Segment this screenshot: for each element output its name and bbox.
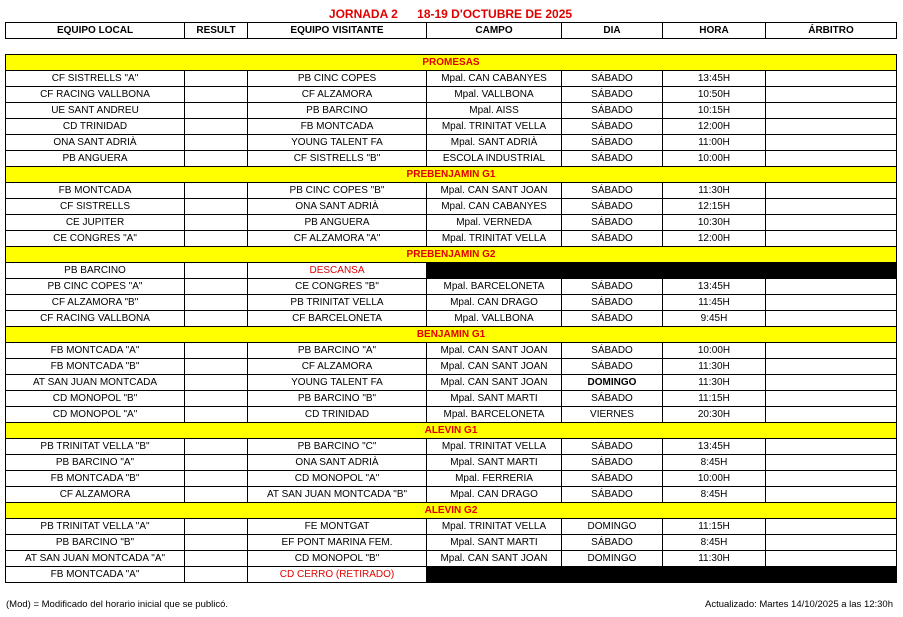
day-cell: SÁBADO (562, 455, 663, 471)
match-row (6, 391, 897, 407)
day-cell: SÁBADO (562, 311, 663, 327)
time-cell: 13:45H (663, 279, 766, 295)
visitor-team: AT SAN JUAN MONTCADA "B" (248, 487, 427, 503)
visitor-team: PB BARCINO "C" (248, 439, 427, 455)
day-cell: VIERNES (562, 407, 663, 423)
field-cell: Mpal. SANT MARTI (427, 535, 562, 551)
local-team: PB BARCINO "A" (6, 455, 185, 471)
result-cell (185, 551, 248, 567)
header-visitor: EQUIPO VISITANTE (248, 23, 427, 39)
time-cell: 10:50H (663, 87, 766, 103)
result-cell (185, 295, 248, 311)
referee-cell (766, 455, 897, 471)
match-row (6, 119, 897, 135)
field-cell: Mpal. TRINITAT VELLA (427, 119, 562, 135)
result-cell (185, 455, 248, 471)
visitor-team: CF BARCELONETA (248, 311, 427, 327)
visitor-team: CF SISTRELLS "B" (248, 151, 427, 167)
result-cell (185, 359, 248, 375)
day-cell: SÁBADO (562, 87, 663, 103)
match-row (6, 71, 897, 87)
time-cell: 11:30H (663, 183, 766, 199)
referee-cell (766, 151, 897, 167)
result-cell (185, 439, 248, 455)
referee-cell (766, 343, 897, 359)
field-cell: Mpal. SANT MARTI (427, 455, 562, 471)
day-cell: SÁBADO (562, 439, 663, 455)
field-cell: Mpal. CAN SANT JOAN (427, 359, 562, 375)
local-team: CF RACING VALLBONA (6, 311, 185, 327)
field-cell: Mpal. CAN SANT JOAN (427, 375, 562, 391)
match-row (6, 407, 897, 423)
field-cell: Mpal. FERRERIA (427, 471, 562, 487)
field-cell: Mpal. CAN DRAGO (427, 487, 562, 503)
time-cell: 11:45H (663, 295, 766, 311)
result-cell (185, 471, 248, 487)
visitor-team: PB CINC COPES "B" (248, 183, 427, 199)
visitor-team: FB MONTCADA (248, 119, 427, 135)
match-row (6, 343, 897, 359)
header-time: HORA (663, 23, 766, 39)
local-team: CF ALZAMORA "B" (6, 295, 185, 311)
visitor-team: YOUNG TALENT FA (248, 135, 427, 151)
section-row (6, 327, 897, 343)
field-cell: Mpal. CAN SANT JOAN (427, 551, 562, 567)
referee-cell (766, 135, 897, 151)
local-team: CF SISTRELLS (6, 199, 185, 215)
match-row (6, 311, 897, 327)
page-title (5, 6, 896, 22)
visitor-team: FE MONTGAT (248, 519, 427, 535)
local-team: CF SISTRELLS "A" (6, 71, 185, 87)
result-cell (185, 343, 248, 359)
referee-cell (766, 407, 897, 423)
referee-cell (766, 487, 897, 503)
field-cell: Mpal. AISS (427, 103, 562, 119)
field-cell: Mpal. SANT MARTI (427, 391, 562, 407)
referee-cell (766, 471, 897, 487)
section-title: ALEVIN G2 (6, 503, 897, 519)
day-cell: SÁBADO (562, 119, 663, 135)
referee-cell (766, 87, 897, 103)
local-team: ONA SANT ADRIÀ (6, 135, 185, 151)
section-row (6, 247, 897, 263)
section-row (6, 167, 897, 183)
match-row (6, 567, 897, 583)
day-cell: SÁBADO (562, 231, 663, 247)
result-cell (185, 535, 248, 551)
visitor-team: PB BARCINO "A" (248, 343, 427, 359)
result-cell (185, 231, 248, 247)
field-cell: Mpal. CAN SANT JOAN (427, 343, 562, 359)
field-cell: Mpal. CAN CABANYES (427, 199, 562, 215)
time-cell: 11:30H (663, 375, 766, 391)
visitor-team: CD MONOPOL "B" (248, 551, 427, 567)
footer-note: (Mod) = Modificado del horario inicial que se publicó. (6, 599, 229, 610)
field-cell: Mpal. CAN CABANYES (427, 71, 562, 87)
day-cell: SÁBADO (562, 487, 663, 503)
local-team: PB BARCINO (6, 263, 185, 279)
day-cell: SÁBADO (562, 359, 663, 375)
schedule-table (5, 54, 897, 583)
visitor-team: CF ALZAMORA "A" (248, 231, 427, 247)
day-cell: SÁBADO (562, 215, 663, 231)
match-row (6, 263, 897, 279)
local-team: PB TRINITAT VELLA "B" (6, 439, 185, 455)
field-cell: Mpal. TRINITAT VELLA (427, 439, 562, 455)
match-row (6, 519, 897, 535)
day-cell: SÁBADO (562, 135, 663, 151)
blank-cell (427, 567, 897, 583)
field-cell: Mpal. VALLBONA (427, 311, 562, 327)
referee-cell (766, 311, 897, 327)
local-team: AT SAN JUAN MONTCADA "A" (6, 551, 185, 567)
match-row (6, 103, 897, 119)
local-team: CE CONGRES "A" (6, 231, 185, 247)
local-team: PB BARCINO "B" (6, 535, 185, 551)
time-cell: 10:30H (663, 215, 766, 231)
result-cell (185, 135, 248, 151)
visitor-team: PB TRINITAT VELLA (248, 295, 427, 311)
result-cell (185, 87, 248, 103)
time-cell: 11:30H (663, 359, 766, 375)
section-title: BENJAMIN G1 (6, 327, 897, 343)
day-cell: DOMINGO (562, 519, 663, 535)
referee-cell (766, 391, 897, 407)
referee-cell (766, 71, 897, 87)
referee-cell (766, 439, 897, 455)
visitor-team: PB BARCINO (248, 103, 427, 119)
result-cell (185, 199, 248, 215)
time-cell: 12:15H (663, 199, 766, 215)
match-row (6, 87, 897, 103)
day-cell: SÁBADO (562, 295, 663, 311)
result-cell (185, 311, 248, 327)
header-field: CAMPO (427, 23, 562, 39)
visitor-team: ONA SANT ADRIÀ (248, 455, 427, 471)
section-title: PROMESAS (6, 55, 897, 71)
header-local: EQUIPO LOCAL (6, 23, 185, 39)
local-team: UE SANT ANDREU (6, 103, 185, 119)
referee-cell (766, 199, 897, 215)
time-cell: 10:00H (663, 471, 766, 487)
local-team: PB TRINITAT VELLA "A" (6, 519, 185, 535)
result-cell (185, 487, 248, 503)
time-cell: 10:00H (663, 151, 766, 167)
time-cell: 10:15H (663, 103, 766, 119)
referee-cell (766, 231, 897, 247)
local-team: FB MONTCADA "B" (6, 471, 185, 487)
time-cell: 11:00H (663, 135, 766, 151)
time-cell: 8:45H (663, 487, 766, 503)
local-team: AT SAN JUAN MONTCADA (6, 375, 185, 391)
field-cell: Mpal. BARCELONETA (427, 407, 562, 423)
day-cell: SÁBADO (562, 535, 663, 551)
section-title: PREBENJAMIN G1 (6, 167, 897, 183)
result-cell (185, 279, 248, 295)
visitor-team: CF ALZAMORA (248, 359, 427, 375)
time-cell: 8:45H (663, 535, 766, 551)
time-cell: 12:00H (663, 119, 766, 135)
local-team: FB MONTCADA (6, 183, 185, 199)
section-row (6, 55, 897, 71)
blank-cell (427, 263, 897, 279)
result-cell (185, 375, 248, 391)
match-row (6, 135, 897, 151)
local-team: FB MONTCADA "B" (6, 359, 185, 375)
referee-cell (766, 183, 897, 199)
field-cell: Mpal. SANT ADRIÀ (427, 135, 562, 151)
visitor-team: DESCANSA (248, 263, 427, 279)
match-row (6, 455, 897, 471)
local-team: PB ANGUERA (6, 151, 185, 167)
time-cell: 13:45H (663, 71, 766, 87)
referee-cell (766, 535, 897, 551)
field-cell: Mpal. VERNEDA (427, 215, 562, 231)
time-cell: 11:15H (663, 391, 766, 407)
result-cell (185, 119, 248, 135)
field-cell: Mpal. BARCELONETA (427, 279, 562, 295)
time-cell: 13:45H (663, 439, 766, 455)
visitor-team: YOUNG TALENT FA (248, 375, 427, 391)
referee-cell (766, 375, 897, 391)
time-cell: 11:30H (663, 551, 766, 567)
match-row (6, 375, 897, 391)
visitor-team: CF ALZAMORA (248, 87, 427, 103)
time-cell: 10:00H (663, 343, 766, 359)
match-row (6, 551, 897, 567)
section-row (6, 503, 897, 519)
referee-cell (766, 103, 897, 119)
result-cell (185, 567, 248, 583)
day-cell: SÁBADO (562, 343, 663, 359)
referee-cell (766, 551, 897, 567)
match-row (6, 279, 897, 295)
field-cell: Mpal. VALLBONA (427, 87, 562, 103)
day-cell: DOMINGO (562, 375, 663, 391)
match-row (6, 535, 897, 551)
local-team: CD TRINIDAD (6, 119, 185, 135)
visitor-team: CD TRINIDAD (248, 407, 427, 423)
match-row (6, 471, 897, 487)
section-row (6, 423, 897, 439)
result-cell (185, 183, 248, 199)
local-team: CD MONOPOL "B" (6, 391, 185, 407)
day-cell: SÁBADO (562, 471, 663, 487)
field-cell: Mpal. TRINITAT VELLA (427, 231, 562, 247)
match-row (6, 487, 897, 503)
referee-cell (766, 295, 897, 311)
local-team: PB CINC COPES "A" (6, 279, 185, 295)
referee-cell (766, 359, 897, 375)
field-cell: Mpal. CAN SANT JOAN (427, 183, 562, 199)
header-table (5, 22, 897, 39)
referee-cell (766, 119, 897, 135)
local-team: CE JUPITER (6, 215, 185, 231)
local-team: FB MONTCADA "A" (6, 567, 185, 583)
day-cell: SÁBADO (562, 279, 663, 295)
date-label: 18-19 D'OCTUBRE DE 2025 (417, 7, 573, 21)
match-row (6, 359, 897, 375)
visitor-team: PB ANGUERA (248, 215, 427, 231)
local-team: CF RACING VALLBONA (6, 87, 185, 103)
time-cell: 9:45H (663, 311, 766, 327)
day-cell: SÁBADO (562, 151, 663, 167)
day-cell: SÁBADO (562, 103, 663, 119)
footer-updated: Actualizado: Martes 14/10/2025 a las 12:30h (704, 599, 893, 610)
visitor-team: CE CONGRES "B" (248, 279, 427, 295)
referee-cell (766, 215, 897, 231)
header-referee: ÁRBITRO (766, 23, 897, 39)
visitor-team: PB BARCINO "B" (248, 391, 427, 407)
result-cell (185, 263, 248, 279)
visitor-team: ONA SANT ADRIÀ (248, 199, 427, 215)
time-cell: 11:15H (663, 519, 766, 535)
match-row (6, 231, 897, 247)
match-row (6, 151, 897, 167)
referee-cell (766, 519, 897, 535)
result-cell (185, 103, 248, 119)
visitor-team: CD CERRO (RETIRADO) (248, 567, 427, 583)
visitor-team: CD MONOPOL "A" (248, 471, 427, 487)
local-team: FB MONTCADA "A" (6, 343, 185, 359)
day-cell: SÁBADO (562, 199, 663, 215)
day-cell: SÁBADO (562, 183, 663, 199)
local-team: CD MONOPOL "A" (6, 407, 185, 423)
time-cell: 12:00H (663, 231, 766, 247)
match-row (6, 295, 897, 311)
referee-cell (766, 279, 897, 295)
match-row (6, 199, 897, 215)
day-cell: SÁBADO (562, 71, 663, 87)
section-title: PREBENJAMIN G2 (6, 247, 897, 263)
match-row (6, 183, 897, 199)
field-cell: Mpal. TRINITAT VELLA (427, 519, 562, 535)
result-cell (185, 519, 248, 535)
result-cell (185, 407, 248, 423)
visitor-team: EF PONT MARINA FEM. (248, 535, 427, 551)
day-cell: DOMINGO (562, 551, 663, 567)
match-row (6, 215, 897, 231)
field-cell: Mpal. CAN DRAGO (427, 295, 562, 311)
jornada-label: JORNADA 2 (328, 7, 398, 21)
header-result: RESULT (185, 23, 248, 39)
time-cell: 20:30H (663, 407, 766, 423)
day-cell: SÁBADO (562, 391, 663, 407)
visitor-team: PB CINC COPES (248, 71, 427, 87)
result-cell (185, 71, 248, 87)
time-cell: 8:45H (663, 455, 766, 471)
section-title: ALEVIN G1 (6, 423, 897, 439)
result-cell (185, 151, 248, 167)
local-team: CF ALZAMORA (6, 487, 185, 503)
field-cell: ESCOLA INDUSTRIAL (427, 151, 562, 167)
header-day: DIA (562, 23, 663, 39)
match-row (6, 439, 897, 455)
result-cell (185, 215, 248, 231)
result-cell (185, 391, 248, 407)
header-row (6, 23, 897, 39)
